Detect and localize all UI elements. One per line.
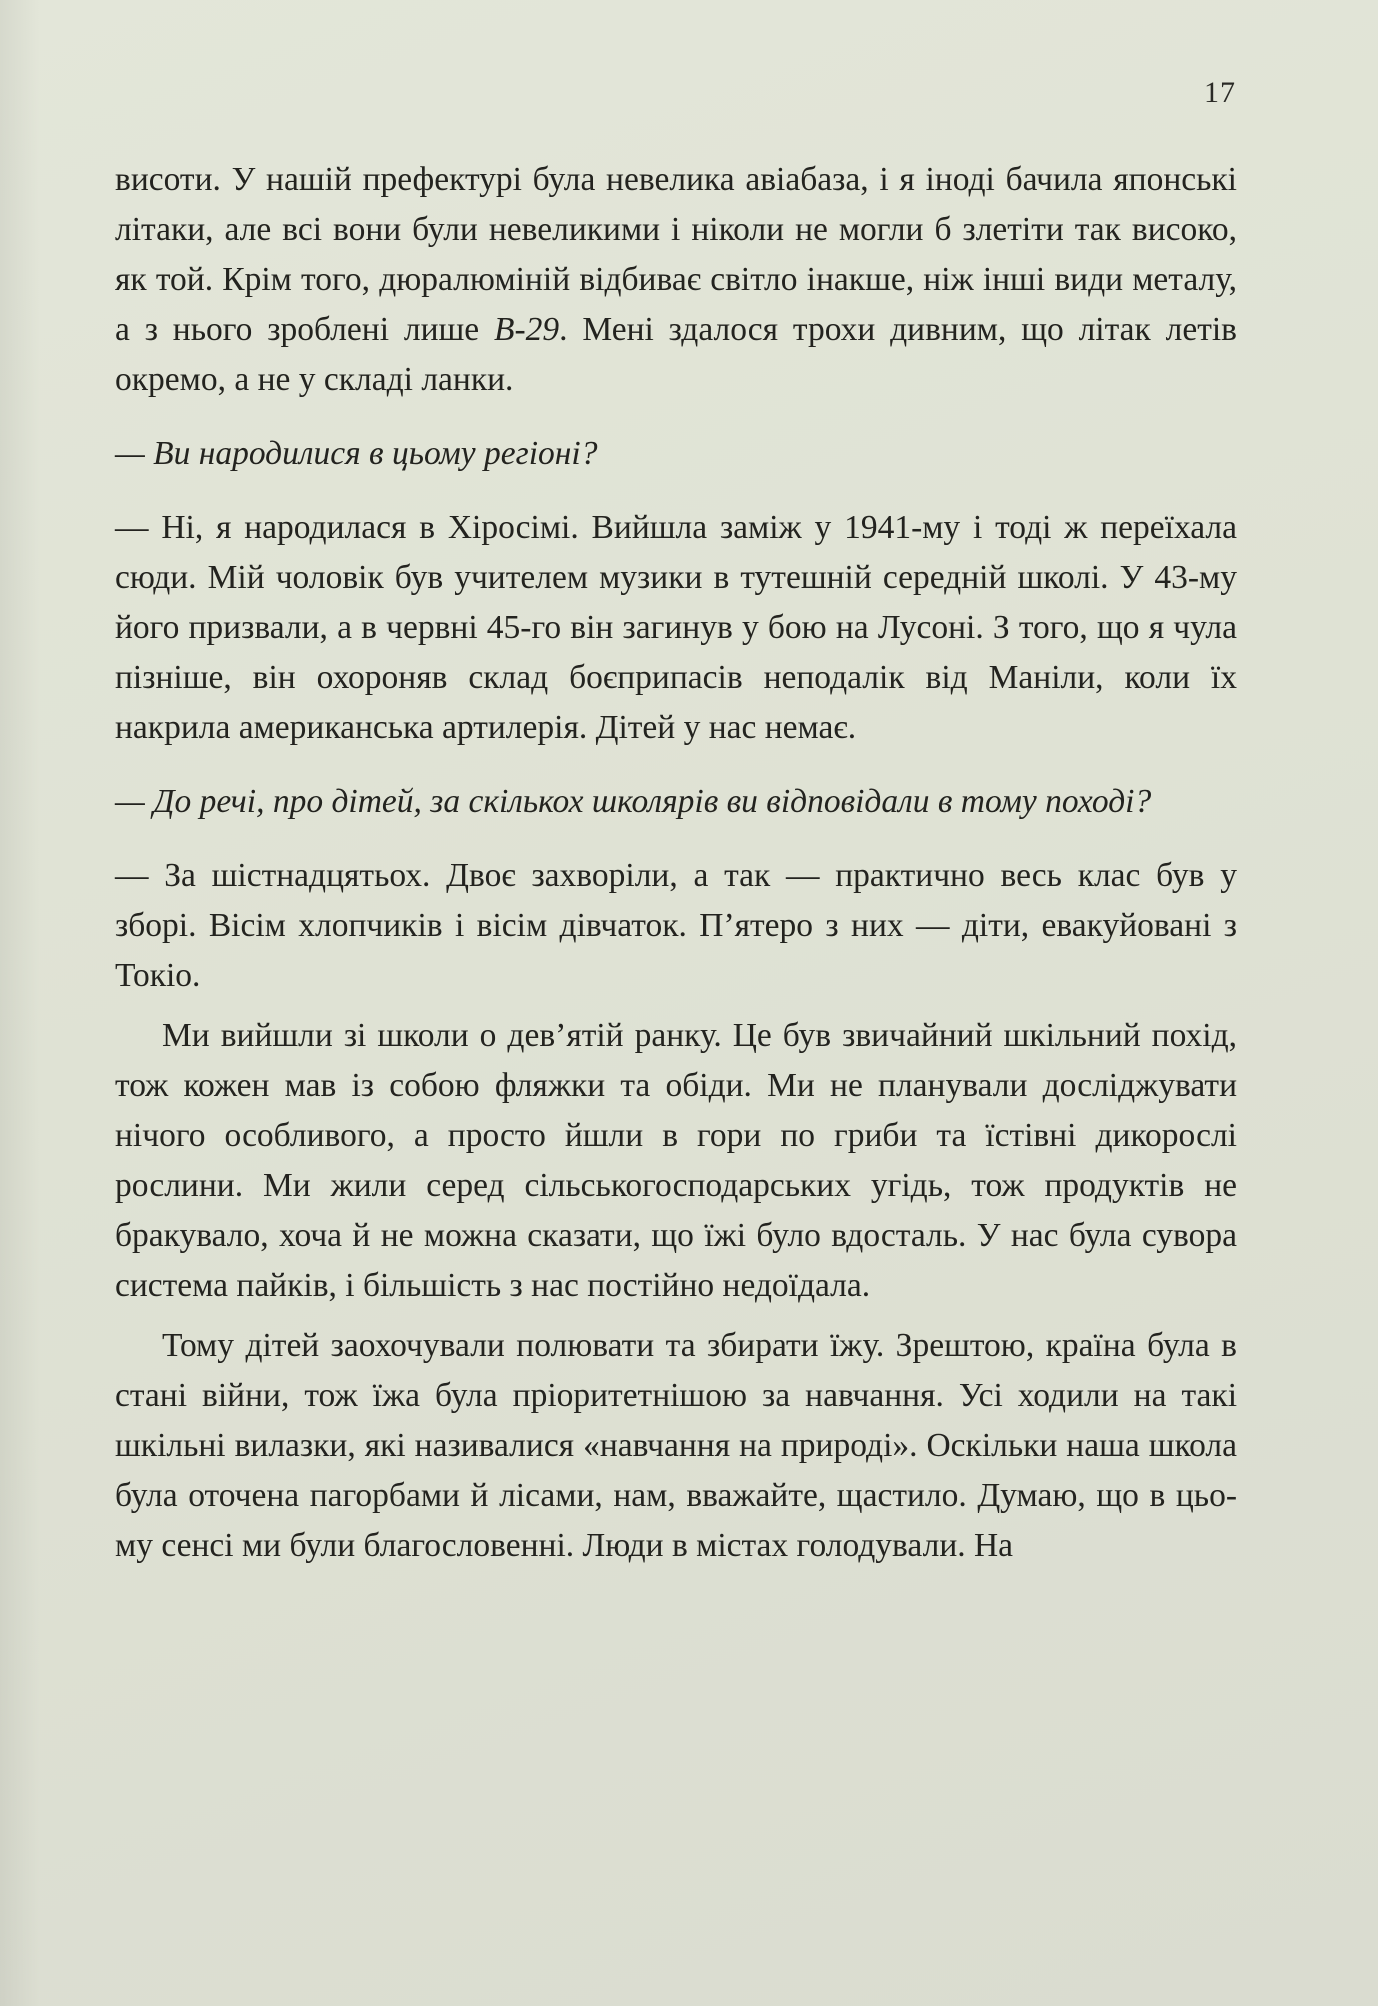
page-body <box>115 155 1237 1571</box>
paragraph-3: Тому дітей заохочували полювати та збирати їжу. Зрештою, країна була в стані війни, тож їжа була пріоритетнішою за навчання. Усі ходили на такі шкільні вилазки, які називалися «навчання на природі». Оскільки наша школа була оточена пагорбами й лісами, нам, вважайте, щастило. Думаю, що в цьому сенсі ми були благословенні. Люди в містах голодували. На <box>115 1327 1237 1564</box>
answer-1: — Ні, я народилася в Хіросімі. Вийшла заміж у 1941-му і тоді ж переїхала сюди. Мій чоловік був учителем музики в тутешній середній школі. У 43-му його призвали, а в червні 45-го він загинув у бою на Лусоні. З того, що я чула пізніше, він охороняв склад боєприпасів неподалік від Маніли, коли їх накрила американська артилерія. Дітей у нас немає. <box>115 509 1237 746</box>
question-2: — До речі, про дітей, за скількох школярів ви відповідали в тому поході? <box>115 783 1152 820</box>
paragraph-1-end: . Мені здалося трохи дивним, що літак летів окремо, а не у складі ланки. <box>115 311 1238 398</box>
aircraft-name: В-29 <box>494 311 560 348</box>
spine-shadow <box>0 0 40 2006</box>
question-1: — Ви народилися в цьому регіоні? <box>115 435 598 472</box>
paragraph-1 <box>115 155 1237 405</box>
paragraph-1-text: висоти. У нашій префектурі була невелика авіабаза, і я іноді бачила японські літаки, але всі вони були невеликими і ніколи не могли б злетіти так високо, як той. Крім того, дюралюміній відбиває світло інакше, ніж інші види металу, а з нього зроблені лише <box>115 161 1237 348</box>
page-number: 17 <box>1204 76 1236 109</box>
paragraph-2: Ми вийшли зі школи о дев’ятій ранку. Це був звичайний шкільний похід, тож кожен мав із собою фляжки та обіди. Ми не планували досліджувати нічого особливого, а просто йшли в гори по гриби та їстівні дикорослі рослини. Ми жили серед сільськогосподарських угідь, тож продуктів не бракувало, хоча й не можна сказати, що їжі було вдосталь. У нас була сувора система пайків, і більшість з нас постійно недоїдала. <box>115 1017 1237 1304</box>
answer-2: — За шістнадцятьох. Двоє захворіли, а так — практично весь клас був у зборі. Вісім хлопчиків і вісім дівчаток. П’ятеро з них — діти, евакуйовані з Токіо. <box>115 857 1237 994</box>
